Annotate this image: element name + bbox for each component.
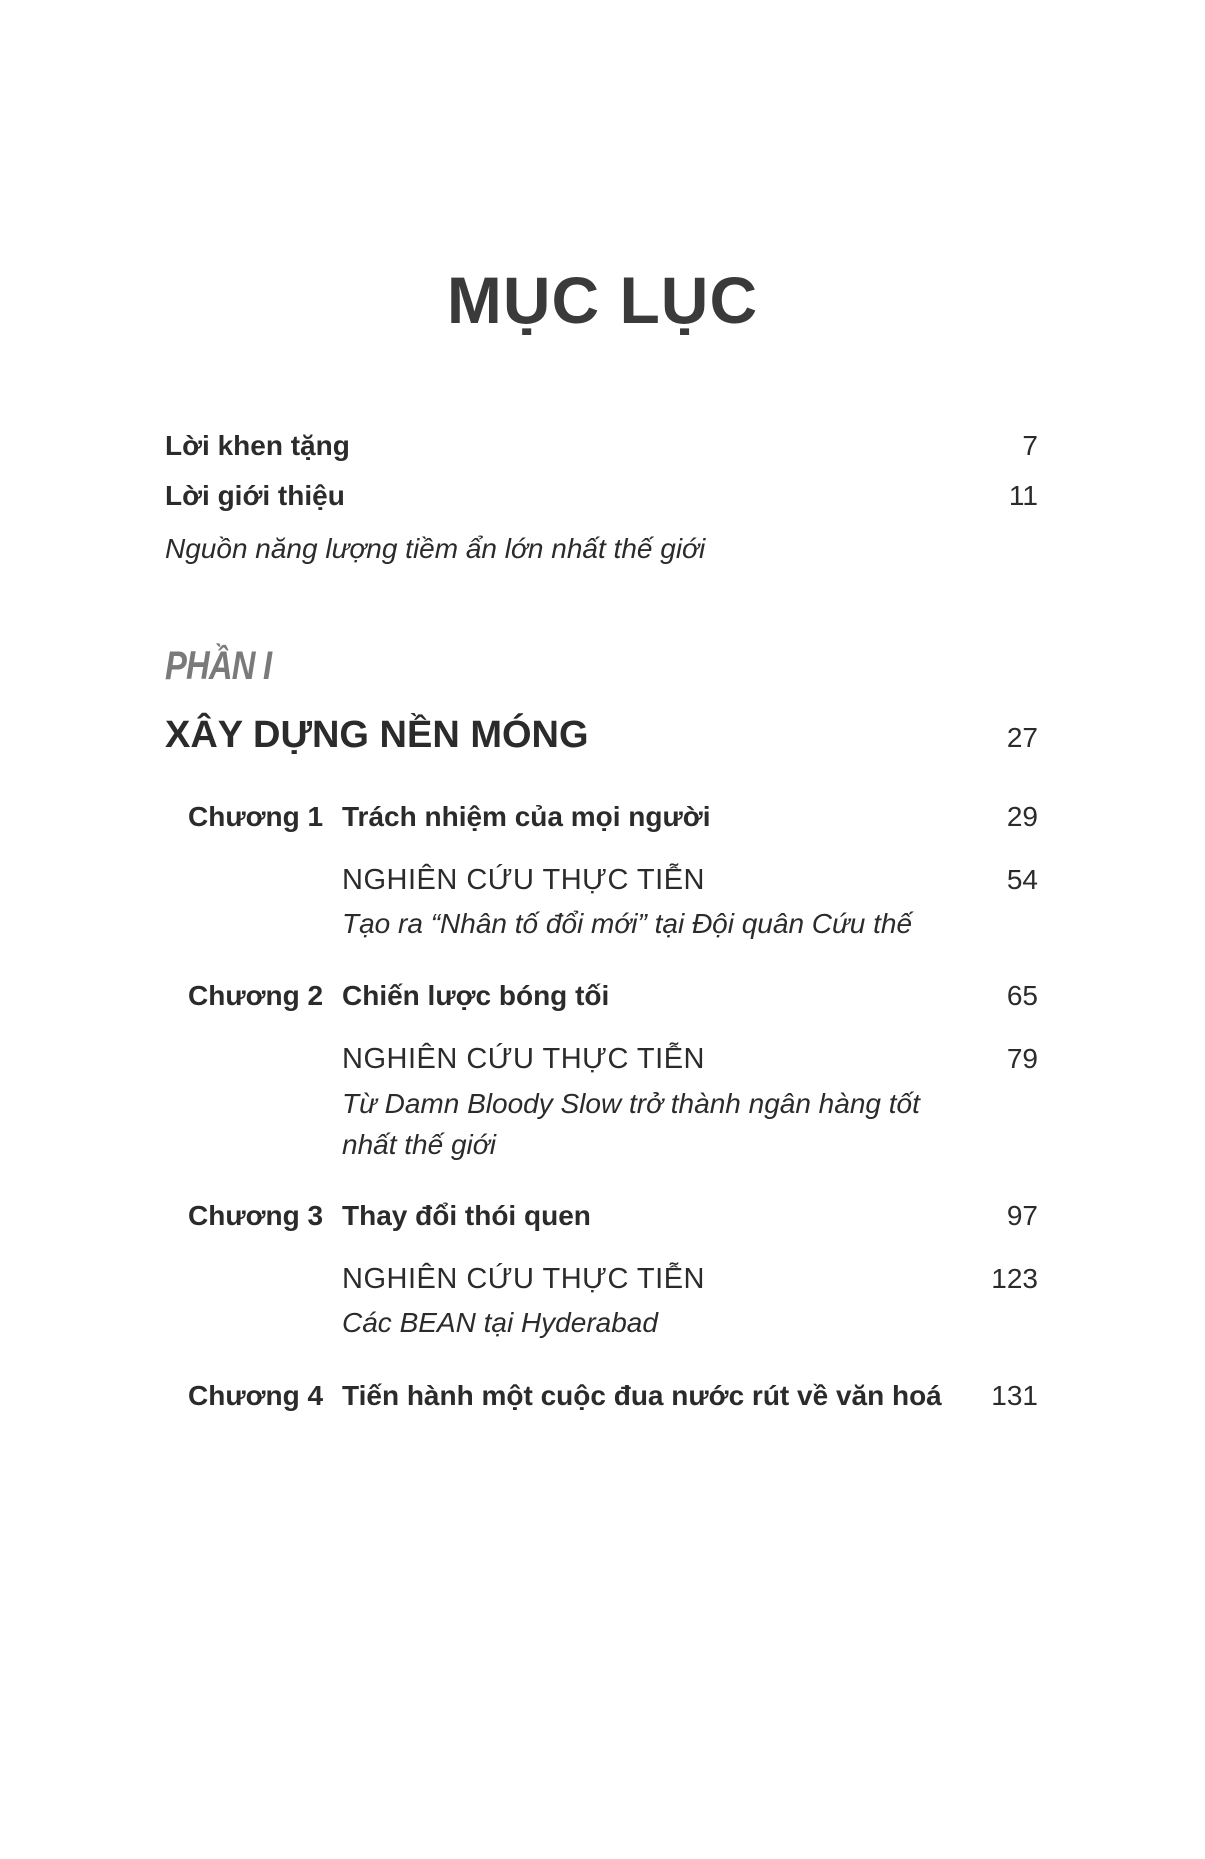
toc-entry-part-1[interactable] [165, 714, 1038, 757]
case-study-label: NGHIÊN CỨU THỰC TIỄN [342, 1263, 705, 1295]
toc-entry-introduction-subtitle [165, 533, 1038, 565]
chapter-title: Chiến lược bóng tối [342, 980, 610, 1011]
toc-page-number: 11 [1008, 480, 1038, 511]
toc-entry-chapter-4[interactable] [188, 1380, 1038, 1412]
toc-entry-chapter-1[interactable] [188, 801, 1038, 833]
case-study-title: Từ Damn Bloody Slow trở thành ngân hàng tốt nhất thế giới [342, 1088, 920, 1160]
case-study-title: Tạo ra “Nhân tố đổi mới” tại Đội quân Cứu thế [342, 908, 913, 939]
toc-entry-label: Lời khen tặng [165, 430, 350, 461]
chapter-title: Trách nhiệm của mọi người [342, 801, 711, 832]
case-study-label: NGHIÊN CỨU THỰC TIỄN [342, 864, 705, 896]
chapter-title: Thay đổi thói quen [342, 1200, 591, 1231]
toc-page-number: 65 [1006, 980, 1038, 1011]
toc-page-number: 123 [991, 1263, 1038, 1294]
chapter-number: Chương 3 [188, 1200, 324, 1231]
page-title: MỤC LỤC [446, 263, 759, 337]
toc-entry-case-study-3[interactable] [342, 1263, 1038, 1296]
chapter-number: Chương 1 [188, 801, 324, 832]
toc-entry-case-study-2[interactable] [342, 1043, 1038, 1076]
toc-entry-subtitle: Nguồn năng lượng tiềm ẩn lớn nhất thế giới [165, 533, 706, 564]
toc-page-number: 27 [1006, 722, 1038, 753]
toc-entry-introduction[interactable] [165, 480, 1038, 512]
case-study-title: Các BEAN tại Hyderabad [342, 1307, 658, 1338]
toc-page-number: 7 [1022, 430, 1038, 461]
toc-page-number: 54 [1006, 864, 1038, 895]
chapter-number: Chương 2 [188, 980, 324, 1011]
toc-page-number: 97 [1006, 1200, 1038, 1231]
toc-entry-label: Lời giới thiệu [165, 480, 345, 511]
toc-entry-chapter-2[interactable] [188, 980, 1038, 1012]
part-label: PHẦN I [165, 644, 272, 688]
toc-entry-case-study-1[interactable] [342, 864, 1038, 897]
toc-page-number: 29 [1006, 801, 1038, 832]
chapter-number: Chương 4 [188, 1380, 324, 1411]
toc-entry-praise[interactable] [165, 430, 1038, 462]
toc-page-number: 79 [1006, 1043, 1038, 1074]
part-title: XÂY DỰNG NỀN MÓNG [165, 714, 589, 756]
toc-page-number: 131 [991, 1380, 1038, 1411]
toc-entry-chapter-3[interactable] [188, 1200, 1038, 1232]
chapter-title: Tiến hành một cuộc đua nước rút về văn hoá [342, 1380, 942, 1411]
case-study-label: NGHIÊN CỨU THỰC TIỄN [342, 1043, 705, 1075]
